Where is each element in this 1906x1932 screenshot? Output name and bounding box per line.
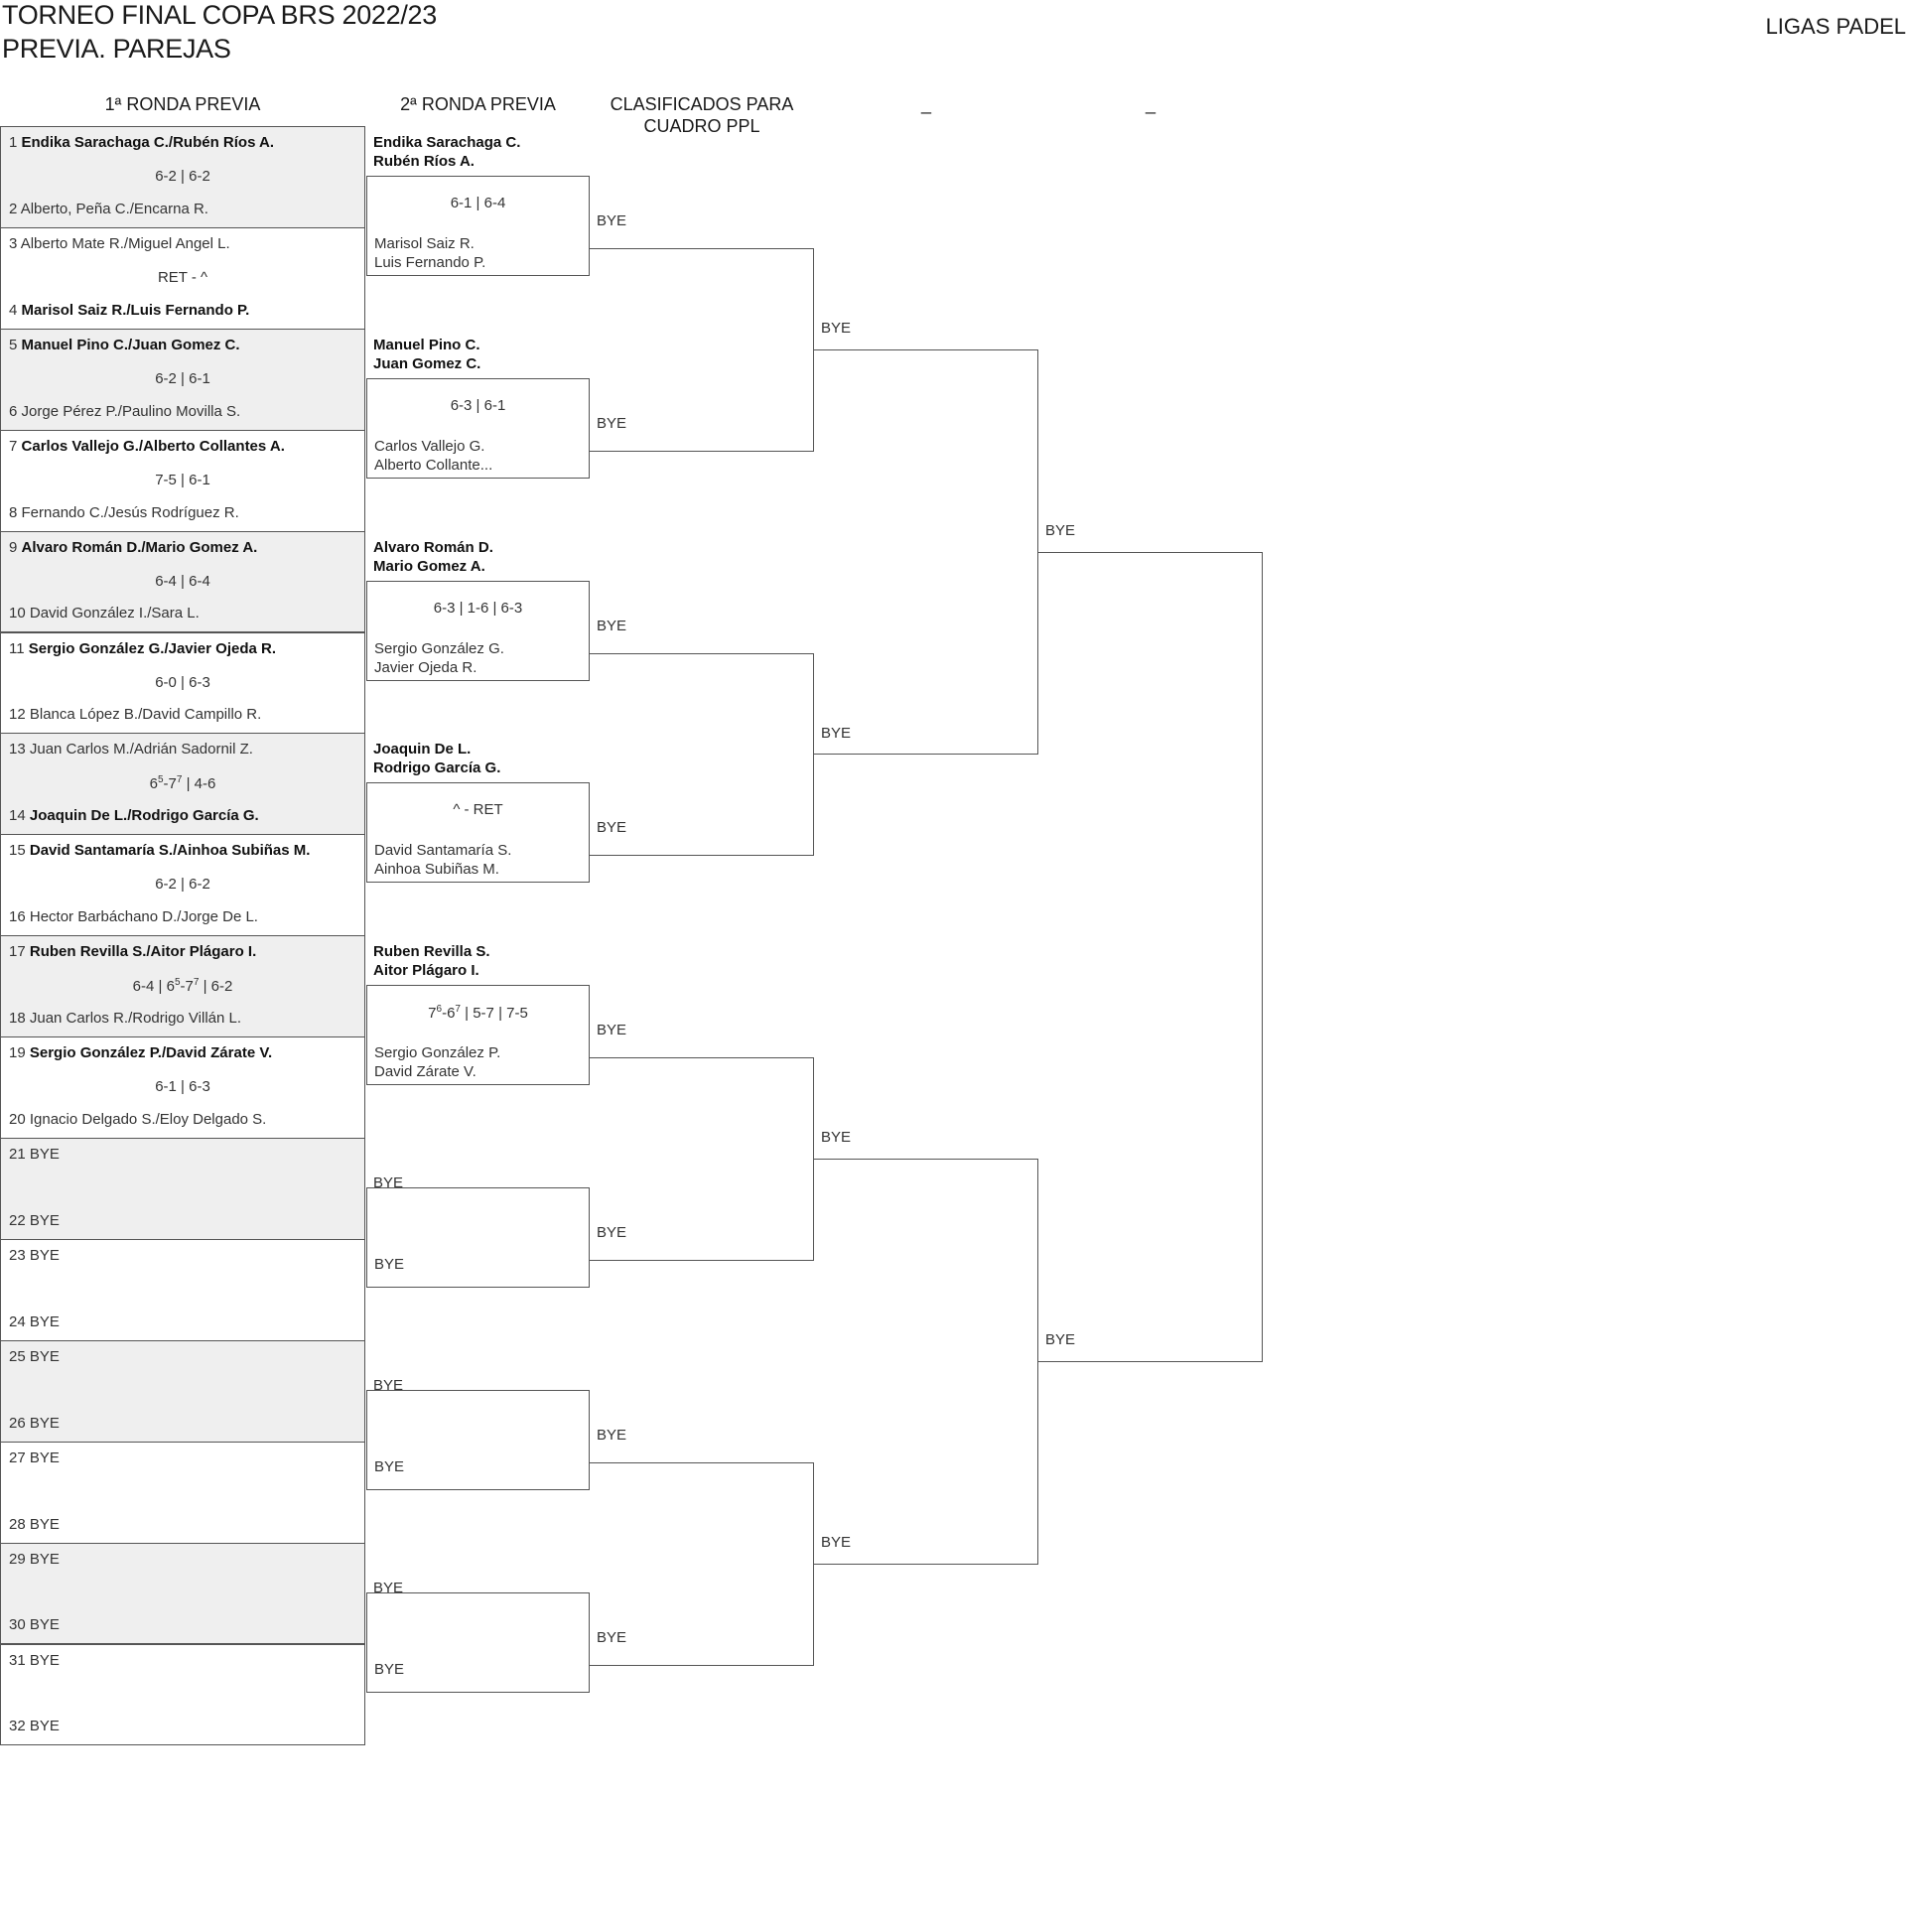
team-name: Aitor Plágaro I. — [373, 962, 479, 980]
round1-match — [0, 632, 365, 735]
column-header-round4: _ — [920, 94, 931, 114]
team-name: BYE — [29, 1449, 60, 1466]
round1-team-top — [9, 1449, 60, 1466]
team-name: Carlos Vallejo G. — [374, 437, 485, 455]
round1-team-bottom — [9, 1616, 60, 1633]
match-score: 6-3 | 1-6 | 6-3 — [433, 599, 523, 617]
match-score: RET - ^ — [157, 268, 208, 286]
match-score: 7-5 | 6-1 — [155, 471, 210, 488]
match-score: 6-4 | 6-4 — [155, 572, 210, 590]
match-score: $6^5-7^7$ | 4-6 — [149, 774, 216, 793]
bracket-connector — [814, 349, 1038, 756]
round2-match — [366, 581, 590, 681]
seed-number: 19 — [9, 1044, 30, 1062]
team-name: David Santamaría S. — [374, 842, 512, 860]
round2-loser — [374, 639, 504, 677]
round1-team-bottom — [9, 605, 200, 621]
round1-team-top — [9, 134, 274, 151]
round2-result: BYE — [597, 1022, 627, 1039]
seed-number: 7 — [9, 437, 22, 455]
round1-team-top — [9, 1146, 60, 1163]
seed-number: 2 — [9, 200, 21, 217]
team-name: BYE — [373, 1174, 404, 1191]
qualified-line2: CUADRO PPL — [643, 116, 760, 136]
round1-team-top — [9, 1551, 60, 1568]
seed-number: 15 — [9, 842, 30, 860]
seed-number: 8 — [9, 503, 22, 521]
round1-team-top — [9, 539, 257, 556]
round1-match — [0, 1239, 365, 1341]
seed-number: 3 — [9, 234, 21, 252]
team-name: BYE — [29, 1146, 60, 1163]
round1-match — [0, 227, 365, 330]
seed-number: 25 — [9, 1347, 30, 1365]
team-name: Alvaro Román D./Mario Gomez A. — [21, 538, 258, 556]
team-name: BYE — [29, 1211, 60, 1229]
round1-team-bottom — [9, 908, 258, 925]
team-name: Luis Fernando P. — [374, 254, 486, 271]
team-name: Sergio González P. — [374, 1044, 501, 1062]
team-name: BYE — [29, 1718, 60, 1735]
round2-match — [366, 782, 590, 883]
team-name: BYE — [374, 1256, 405, 1273]
match-score: 6-2 | 6-1 — [155, 369, 210, 387]
match-score: 6-1 | 6-4 — [450, 195, 506, 211]
match-score: 6-2 | 6-2 — [155, 168, 210, 185]
seed-number: 13 — [9, 741, 30, 759]
team-name: Javier Ojeda R. — [374, 658, 477, 676]
seed-number: 24 — [9, 1312, 30, 1330]
match-score: 6-1 | 6-3 — [155, 1078, 210, 1096]
qualified-line1: CLASIFICADOS PARA — [610, 94, 794, 114]
seed-number: 30 — [9, 1616, 30, 1634]
seed-number: 28 — [9, 1515, 30, 1533]
round2-loser — [374, 1457, 404, 1476]
seed-number: 23 — [9, 1246, 30, 1264]
team-name: Ruben Revilla S./Aitor Plágaro I. — [29, 943, 257, 961]
round2-result: BYE — [597, 212, 627, 229]
round1-team-bottom — [9, 1718, 60, 1734]
organizer-label: LIGAS PADEL — [1765, 14, 1906, 39]
team-name: Sergio González G./Javier Ojeda R. — [28, 639, 277, 657]
round2-match — [366, 1187, 590, 1288]
round2-match — [366, 176, 590, 276]
team-name: Ignacio Delgado S./Eloy Delgado S. — [29, 1110, 267, 1128]
column-header-round1: 1ª RONDA PREVIA — [104, 94, 261, 114]
team-name: Manuel Pino C./Juan Gomez C. — [21, 336, 240, 353]
team-name: Ainhoa Subiñas M. — [374, 861, 499, 879]
team-name: Rodrigo García G. — [373, 759, 501, 777]
round1-match — [0, 126, 365, 228]
tournament-title: TORNEO FINAL COPA BRS 2022/23 — [2, 0, 437, 30]
round2-match — [366, 985, 590, 1085]
round1-match — [0, 1543, 365, 1645]
round2-match — [366, 378, 590, 479]
team-name: Alvaro Román D. — [373, 538, 493, 556]
match-score: ^ - RET — [453, 801, 503, 819]
round2-result: BYE — [597, 1224, 627, 1241]
seed-number: 12 — [9, 706, 30, 724]
team-name: BYE — [373, 1579, 404, 1596]
seed-number: 21 — [9, 1146, 30, 1163]
round1-team-bottom — [9, 1111, 266, 1128]
team-name: BYE — [374, 1457, 405, 1475]
team-name: BYE — [29, 1616, 60, 1634]
round1-team-top — [9, 438, 285, 455]
seed-number: 22 — [9, 1211, 30, 1229]
round2-winner — [373, 942, 490, 980]
team-name: Marisol Saiz R. — [374, 235, 475, 252]
match-score: 6-3 | 6-1 — [450, 396, 506, 414]
round1-team-bottom — [9, 706, 261, 723]
round2-winner — [373, 133, 520, 171]
round1-match — [0, 834, 365, 936]
round1-match — [0, 430, 365, 532]
round2-loser — [374, 1043, 500, 1081]
team-name: David Zárate V. — [374, 1063, 476, 1081]
round2-match — [366, 1592, 590, 1693]
seed-number: 10 — [9, 605, 30, 622]
round1-team-bottom — [9, 1415, 60, 1432]
round1-team-top — [9, 1247, 60, 1264]
seed-number: 5 — [9, 336, 22, 353]
round1-team-top — [9, 842, 310, 859]
team-name: Carlos Vallejo G./Alberto Collantes A. — [21, 437, 285, 455]
column-header-round5: _ — [1145, 94, 1156, 114]
round1-match — [0, 531, 365, 633]
seed-number: 18 — [9, 1010, 30, 1028]
match-score: $7^6-6^7$ | 5-7 | 7-5 — [428, 1004, 528, 1023]
team-name: Rubén Ríos A. — [373, 153, 475, 170]
round1-team-bottom — [9, 1313, 60, 1330]
round2-loser — [374, 1255, 404, 1274]
bracket-connector — [590, 1462, 814, 1666]
round1-match — [0, 1340, 365, 1443]
bracket-connector — [590, 1057, 814, 1261]
team-name: Marisol Saiz R./Luis Fernando P. — [21, 301, 250, 319]
round1-team-top — [9, 1348, 60, 1365]
round2-loser — [374, 1660, 404, 1679]
team-name: BYE — [29, 1347, 60, 1365]
round1-team-top — [9, 1044, 272, 1061]
team-name: BYE — [29, 1312, 60, 1330]
round2-match — [366, 1390, 590, 1490]
round1-match — [0, 329, 365, 431]
seed-number: 20 — [9, 1110, 30, 1128]
round2-result: BYE — [597, 617, 627, 634]
team-name: Joaquin De L./Rodrigo García G. — [29, 807, 259, 825]
team-name: Mario Gomez A. — [373, 557, 485, 575]
team-name: Alberto, Peña C./Encarna R. — [20, 200, 208, 217]
team-name: Endika Sarachaga C./Rubén Ríos A. — [21, 134, 275, 151]
round2-result: BYE — [597, 1628, 627, 1646]
team-name: Alberto Collante... — [374, 456, 493, 474]
team-name: BYE — [374, 1660, 405, 1678]
round2-winner — [373, 538, 493, 576]
round1-match — [0, 1644, 365, 1746]
bracket-connector — [814, 1159, 1038, 1565]
team-name: David Santamaría S./Ainhoa Subiñas M. — [29, 842, 311, 860]
team-name: Manuel Pino C. — [373, 336, 480, 353]
seed-number: 17 — [9, 943, 30, 961]
round2-loser — [374, 234, 485, 272]
tournament-subtitle: PREVIA. PAREJAS — [2, 34, 231, 64]
round1-team-top — [9, 741, 253, 758]
round1-team-bottom — [9, 807, 259, 824]
seed-number: 14 — [9, 807, 30, 825]
team-name: David González I./Sara L. — [29, 605, 200, 622]
round4-result: BYE — [1045, 521, 1076, 539]
column-header-round2: 2ª RONDA PREVIA — [400, 94, 556, 114]
round3-result: BYE — [821, 1129, 852, 1147]
match-score: 6-0 | 6-3 — [155, 673, 210, 691]
round3-result: BYE — [821, 319, 852, 337]
round2-result: BYE — [597, 1426, 627, 1444]
seed-number: 4 — [9, 301, 22, 319]
match-score: 6-2 | 6-2 — [155, 876, 210, 894]
round1-team-top — [9, 337, 240, 353]
round3-result: BYE — [821, 1533, 852, 1551]
round1-match — [0, 733, 365, 835]
round1-team-bottom — [9, 403, 240, 420]
seed-number: 26 — [9, 1414, 30, 1432]
team-name: Endika Sarachaga C. — [373, 134, 521, 151]
round2-loser — [374, 437, 492, 475]
team-name: Blanca López B./David Campillo R. — [29, 706, 262, 724]
team-name: BYE — [29, 1651, 60, 1669]
team-name: Sergio González G. — [374, 639, 504, 657]
round2-loser — [374, 841, 511, 879]
round1-team-top — [9, 943, 256, 960]
round1-match — [0, 1442, 365, 1544]
round1-team-bottom — [9, 1516, 60, 1533]
round4-result: BYE — [1045, 1330, 1076, 1348]
team-name: Hector Barbáchano D./Jorge De L. — [29, 908, 258, 926]
team-name: Juan Gomez C. — [373, 354, 481, 372]
seed-number: 16 — [9, 908, 30, 926]
seed-number: 1 — [9, 134, 22, 151]
bracket-connector — [590, 248, 814, 452]
column-header-qualified — [590, 93, 814, 137]
round2-result: BYE — [597, 414, 627, 432]
team-name: Jorge Pérez P./Paulino Movilla S. — [21, 402, 241, 420]
team-name: Juan Carlos R./Rodrigo Villán L. — [29, 1010, 242, 1028]
round2-result: BYE — [597, 819, 627, 837]
round1-team-top — [9, 640, 276, 657]
team-name: Juan Carlos M./Adrián Sadornil Z. — [29, 741, 253, 759]
round2-winner — [373, 740, 500, 777]
team-name: Alberto Mate R./Miguel Angel L. — [20, 234, 230, 252]
seed-number: 9 — [9, 538, 22, 556]
round3-result: BYE — [821, 724, 852, 742]
team-name: BYE — [29, 1246, 60, 1264]
seed-number: 27 — [9, 1449, 30, 1466]
seed-number: 29 — [9, 1550, 30, 1568]
bracket-connector-final — [1038, 552, 1263, 1362]
round1-team-bottom — [9, 302, 249, 319]
team-name: Sergio González P./David Zárate V. — [29, 1044, 273, 1062]
seed-number: 32 — [9, 1718, 30, 1735]
team-name: Joaquin De L. — [373, 741, 472, 759]
round1-team-top — [9, 1652, 60, 1669]
round1-match — [0, 935, 365, 1037]
team-name: BYE — [29, 1550, 60, 1568]
bracket-connector — [590, 653, 814, 857]
seed-number: 6 — [9, 402, 22, 420]
round1-team-top — [9, 235, 230, 252]
round1-team-bottom — [9, 504, 239, 521]
round1-match — [0, 1036, 365, 1139]
round1-team-bottom — [9, 201, 208, 217]
round1-team-bottom — [9, 1212, 60, 1229]
team-name: Fernando C./Jesús Rodríguez R. — [21, 503, 239, 521]
round1-team-bottom — [9, 1010, 241, 1027]
seed-number: 31 — [9, 1651, 30, 1669]
match-score: 6-4 | $6^5-7^7$ | 6-2 — [132, 977, 233, 996]
team-name: Ruben Revilla S. — [373, 943, 490, 961]
seed-number: 11 — [9, 639, 29, 657]
round1-match — [0, 1138, 365, 1240]
round2-winner — [373, 336, 480, 373]
team-name: BYE — [29, 1515, 60, 1533]
team-name: BYE — [373, 1376, 404, 1394]
team-name: BYE — [29, 1414, 60, 1432]
